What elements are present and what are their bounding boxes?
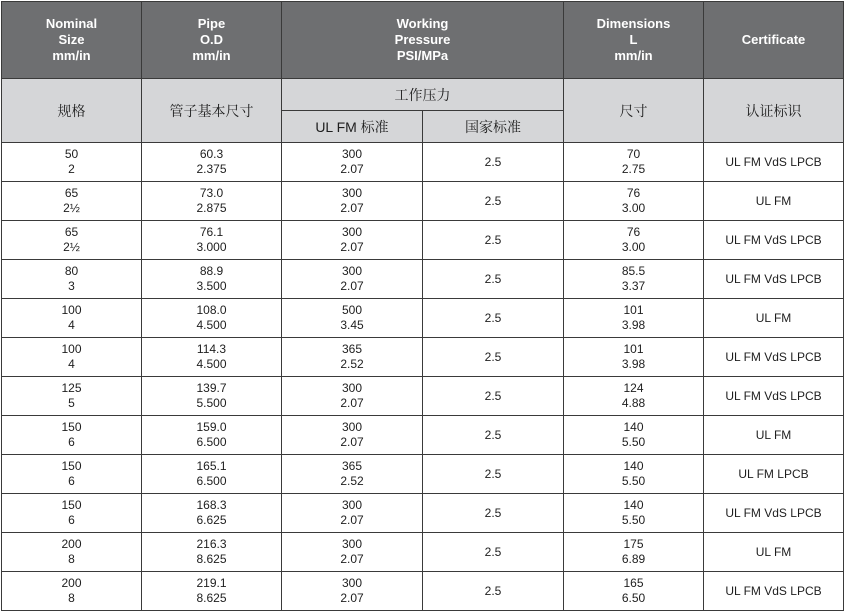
cell-pipe-od: 60.3 2.375 [142,143,282,182]
cell-dimensions: 140 5.50 [564,494,704,533]
cell-certificate: UL FM VdS LPCB [704,377,844,416]
cell-certificate: UL FM [704,533,844,572]
header-nominal-size: Nominal Size mm/in [2,2,142,79]
cell-nominal-size: 125 5 [2,377,142,416]
cell-certificate: UL FM VdS LPCB [704,338,844,377]
cell-pipe-od: 139.7 5.500 [142,377,282,416]
cell-dimensions: 175 6.89 [564,533,704,572]
header-row-chinese [2,79,844,111]
table-row [2,416,844,455]
cell-certificate: UL FM VdS LPCB [704,260,844,299]
cell-nominal-size: 200 8 [2,572,142,611]
cell-pressure-national: 2.5 [423,416,564,455]
cell-certificate: UL FM VdS LPCB [704,221,844,260]
table-row [2,260,844,299]
header-row-english [2,2,844,79]
cell-dimensions: 165 6.50 [564,572,704,611]
header-cn-ul-fm-standard: UL FM 标准 [282,111,423,143]
header-cn-dimensions: 尺寸 [564,79,704,143]
cell-pipe-od: 168.3 6.625 [142,494,282,533]
cell-pipe-od: 114.3 4.500 [142,338,282,377]
cell-nominal-size: 80 3 [2,260,142,299]
table-body [2,143,844,611]
table-row [2,182,844,221]
cell-pressure-ul-fm: 300 2.07 [282,377,423,416]
cell-dimensions: 76 3.00 [564,221,704,260]
cell-certificate: UL FM VdS LPCB [704,572,844,611]
cell-pressure-national: 2.5 [423,533,564,572]
header-certificate: Certificate [704,2,844,79]
cell-pressure-ul-fm: 300 2.07 [282,494,423,533]
cell-pressure-national: 2.5 [423,494,564,533]
pipe-spec-table [1,1,844,611]
cell-pressure-national: 2.5 [423,221,564,260]
cell-pressure-national: 2.5 [423,377,564,416]
cell-pressure-national: 2.5 [423,572,564,611]
header-cn-national-standard: 国家标准 [423,111,564,143]
cell-pressure-national: 2.5 [423,260,564,299]
cell-pressure-national: 2.5 [423,182,564,221]
table-row [2,572,844,611]
table-row [2,338,844,377]
cell-certificate: UL FM [704,416,844,455]
cell-pressure-ul-fm: 300 2.07 [282,260,423,299]
header-cn-nominal: 规格 [2,79,142,143]
cell-dimensions: 140 5.50 [564,455,704,494]
cell-pressure-national: 2.5 [423,455,564,494]
cell-pipe-od: 219.1 8.625 [142,572,282,611]
header-dimensions: Dimensions L mm/in [564,2,704,79]
cell-dimensions: 101 3.98 [564,299,704,338]
cell-certificate: UL FM VdS LPCB [704,143,844,182]
cell-certificate: UL FM [704,299,844,338]
header-working-pressure: Working Pressure PSI/MPa [282,2,564,79]
cell-certificate: UL FM [704,182,844,221]
cell-dimensions: 101 3.98 [564,338,704,377]
cell-nominal-size: 50 2 [2,143,142,182]
cell-pressure-national: 2.5 [423,143,564,182]
cell-pipe-od: 73.0 2.875 [142,182,282,221]
cell-dimensions: 140 5.50 [564,416,704,455]
cell-dimensions: 70 2.75 [564,143,704,182]
cell-dimensions: 124 4.88 [564,377,704,416]
cell-pressure-ul-fm: 300 2.07 [282,572,423,611]
table-row [2,533,844,572]
cell-pipe-od: 76.1 3.000 [142,221,282,260]
header-pipe-od: Pipe O.D mm/in [142,2,282,79]
table-row [2,494,844,533]
cell-certificate: UL FM LPCB [704,455,844,494]
cell-pipe-od: 165.1 6.500 [142,455,282,494]
cell-dimensions: 76 3.00 [564,182,704,221]
table-row [2,221,844,260]
cell-pressure-ul-fm: 500 3.45 [282,299,423,338]
cell-dimensions: 85.5 3.37 [564,260,704,299]
cell-pressure-national: 2.5 [423,338,564,377]
cell-pressure-ul-fm: 300 2.07 [282,533,423,572]
cell-certificate: UL FM VdS LPCB [704,494,844,533]
cell-nominal-size: 65 2½ [2,182,142,221]
cell-pressure-ul-fm: 300 2.07 [282,416,423,455]
cell-pressure-ul-fm: 300 2.07 [282,143,423,182]
cell-pressure-ul-fm: 365 2.52 [282,338,423,377]
cell-nominal-size: 100 4 [2,338,142,377]
cell-pipe-od: 88.9 3.500 [142,260,282,299]
cell-pressure-ul-fm: 300 2.07 [282,182,423,221]
cell-pressure-ul-fm: 300 2.07 [282,221,423,260]
cell-pressure-national: 2.5 [423,299,564,338]
table-row [2,455,844,494]
cell-nominal-size: 65 2½ [2,221,142,260]
cell-nominal-size: 150 6 [2,455,142,494]
cell-pipe-od: 159.0 6.500 [142,416,282,455]
cell-pipe-od: 216.3 8.625 [142,533,282,572]
header-cn-certificate: 认证标识 [704,79,844,143]
table-row [2,143,844,182]
cell-pressure-ul-fm: 365 2.52 [282,455,423,494]
table-row [2,377,844,416]
table-row [2,299,844,338]
header-cn-working-pressure: 工作压力 [282,79,564,111]
cell-nominal-size: 150 6 [2,494,142,533]
cell-pipe-od: 108.0 4.500 [142,299,282,338]
header-cn-pipe-od: 管子基本尺寸 [142,79,282,143]
cell-nominal-size: 200 8 [2,533,142,572]
cell-nominal-size: 150 6 [2,416,142,455]
cell-nominal-size: 100 4 [2,299,142,338]
